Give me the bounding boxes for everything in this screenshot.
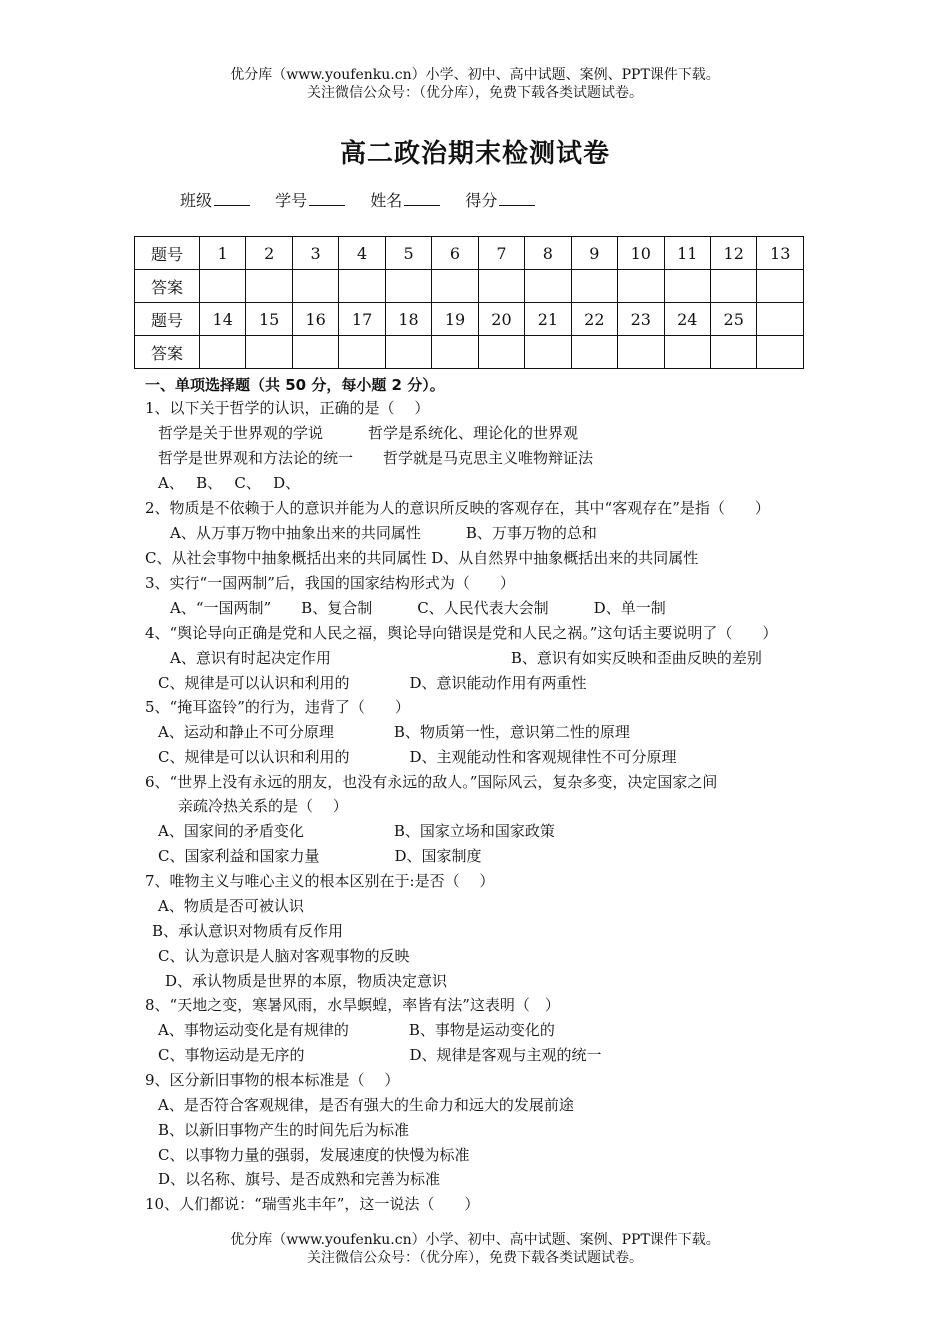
option-line: C、从社会事物中抽象概括出来的共同属性 D、从自然界中抽象概括出来的共同属性 [145,549,699,567]
question-3: 3、实行“一国两制”后，我国的国家结构形式为（ ） [145,574,515,592]
question-number: 4 [339,237,385,270]
question-number: 5 [385,237,431,270]
score-field: 得分 [465,188,535,211]
answer-cell[interactable] [432,270,478,303]
answer-cell[interactable] [571,336,617,369]
answer-cell[interactable] [246,270,292,303]
question-number: 10 [618,237,664,270]
answer-cell[interactable] [757,270,804,303]
answer-cell[interactable] [525,336,571,369]
answer-cell[interactable] [710,336,756,369]
answer-cell[interactable] [618,270,664,303]
option-line: A、是否符合客观规律，是否有强大的生命力和远大的发展前途 [158,1096,574,1114]
question-number: 9 [571,237,617,270]
answer-cell[interactable] [339,270,385,303]
question-number: 17 [339,303,385,336]
question-number: 22 [571,303,617,336]
student-info [180,188,555,211]
question-number: 23 [618,303,664,336]
question-4: 4、“舆论导向正确是党和人民之福，舆论导向错误是党和人民之祸。”这句话主要说明了（ ） [145,624,778,642]
question-label: 题号 [135,237,200,270]
question-number: 19 [432,303,478,336]
question-2: 2、物质是不依赖于人的意识并能为人的意识所反映的客观存在，其中“客观存在”是指（ ） [145,499,770,517]
option-line: A、物质是否可被认识 [158,897,304,915]
question-number: 2 [246,237,292,270]
option-line: C、以事物力量的强弱，发展速度的快慢为标准 [158,1146,470,1164]
option-line: B、承认意识对物质有反作用 [152,922,344,940]
answer-cell[interactable] [246,336,292,369]
answer-cell[interactable] [664,270,710,303]
answer-table [134,236,804,369]
question-number: 11 [664,237,710,270]
option-line: A、从万事万物中抽象出来的共同属性 B、万事万物的总和 [170,524,597,542]
question-6: 6、“世界上没有永远的朋友，也没有永远的敌人。”国际风云，复杂多变，决定国家之间 [145,773,718,791]
answer-cell[interactable] [385,270,431,303]
option-line: A、国家间的矛盾变化 B、国家立场和国家政策 [158,822,555,840]
question-number: 20 [478,303,524,336]
table-row-questions-1 [135,237,804,270]
option-line: B、以新旧事物产生的时间先后为标准 [158,1121,410,1139]
answer-cell[interactable] [618,336,664,369]
answer-cell[interactable] [339,336,385,369]
question-number: 21 [525,303,571,336]
question-number: 16 [292,303,338,336]
option-line: D、以名称、旗号、是否成熟和完善为标准 [158,1170,441,1188]
table-row-questions-2 [135,303,804,336]
question-6-cont: 亲疏冷热关系的是（ ） [178,797,348,815]
class-field: 班级 [180,188,250,211]
answer-cell[interactable] [478,270,524,303]
statement-line: 哲学是关于世界观的学说 哲学是系统化、理论化的世界观 [158,424,579,442]
option-line: A、意识有时起决定作用 B、意识有如实反映和歪曲反映的差别 [170,649,762,667]
answer-label: 答案 [135,270,200,303]
header-line-2: 关注微信公众号：（优分库），免费下载各类试题试卷。 [307,85,643,101]
answer-cell[interactable] [757,336,804,369]
option-line: C、认为意识是人脑对客观事物的反映 [158,947,410,965]
option-line: C、规律是可以认识和利用的 D、意识能动作用有两重性 [158,674,587,692]
table-row-answers-1 [135,270,804,303]
question-7: 7、唯物主义与唯心主义的根本区别在于:是否（ ） [145,872,495,890]
option-line: C、规律是可以认识和利用的 D、主观能动性和客观规律性不可分原理 [158,748,677,766]
name-field: 姓名 [370,188,440,211]
option-line: A、运动和静止不可分原理 B、物质第一性，意识第二性的原理 [158,723,630,741]
table-row-answers-2 [135,336,804,369]
answer-label: 答案 [135,336,200,369]
number-field: 学号 [275,188,345,211]
page-title: 高二政治期末检测试卷 [339,139,610,169]
answer-cell[interactable] [200,270,246,303]
question-9: 9、区分新旧事物的根本标准是（ ） [145,1071,400,1089]
question-number: 6 [432,237,478,270]
question-number: 12 [710,237,756,270]
question-1: 1、以下关于哲学的认识，正确的是（ ） [145,399,430,417]
question-5: 5、“掩耳盗铃”的行为，违背了（ ） [145,698,410,716]
question-label: 题号 [135,303,200,336]
option-line: A、“一国两制” B、复合制 C、人民代表大会制 D、单一制 [170,599,666,617]
answer-cell[interactable] [292,270,338,303]
question-number: 3 [292,237,338,270]
header-line-1: 优分库（www.youfenku.cn）小学、初中、高中试题、案例、PPT课件下载。 [230,67,720,83]
section-heading: 一、单项选择题（共 50 分，每小题 2 分）。 [145,376,445,394]
question-number: 25 [710,303,756,336]
question-10: 10、人们都说：“瑞雪兆丰年”，这一说法（ ） [145,1195,480,1213]
answer-cell[interactable] [385,336,431,369]
footer-line-2: 关注微信公众号：（优分库），免费下载各类试题试卷。 [307,1250,643,1266]
answer-cell[interactable] [200,336,246,369]
answer-cell[interactable] [571,270,617,303]
answer-cell[interactable] [664,336,710,369]
answer-cell[interactable] [432,336,478,369]
question-number: 8 [525,237,571,270]
option-line: D、承认物质是世界的本原，物质决定意识 [165,972,448,990]
footer-line-1: 优分库（www.youfenku.cn）小学、初中、高中试题、案例、PPT课件下载。 [230,1232,720,1248]
option-line: C、国家利益和国家力量 D、国家制度 [158,847,482,865]
question-number: 1 [200,237,246,270]
answer-cell[interactable] [478,336,524,369]
question-number: 18 [385,303,431,336]
question-number [757,303,804,336]
answer-cell[interactable] [710,270,756,303]
question-number: 14 [200,303,246,336]
question-number: 7 [478,237,524,270]
answer-cell[interactable] [292,336,338,369]
question-number: 15 [246,303,292,336]
option-line: A、事物运动变化是有规律的 B、事物是运动变化的 [158,1021,555,1039]
question-number: 13 [757,237,804,270]
question-8: 8、“天地之变，寒暑风雨，水旱螟蝗，率皆有法”这表明（ ） [145,996,560,1014]
statement-line: 哲学是世界观和方法论的统一 哲学就是马克思主义唯物辩证法 [158,449,594,467]
option-line: C、事物运动是无序的 D、规律是客观与主观的统一 [158,1046,602,1064]
answer-cell[interactable] [525,270,571,303]
question-number: 24 [664,303,710,336]
option-line: A、 B、 C、 D、 [158,474,301,492]
